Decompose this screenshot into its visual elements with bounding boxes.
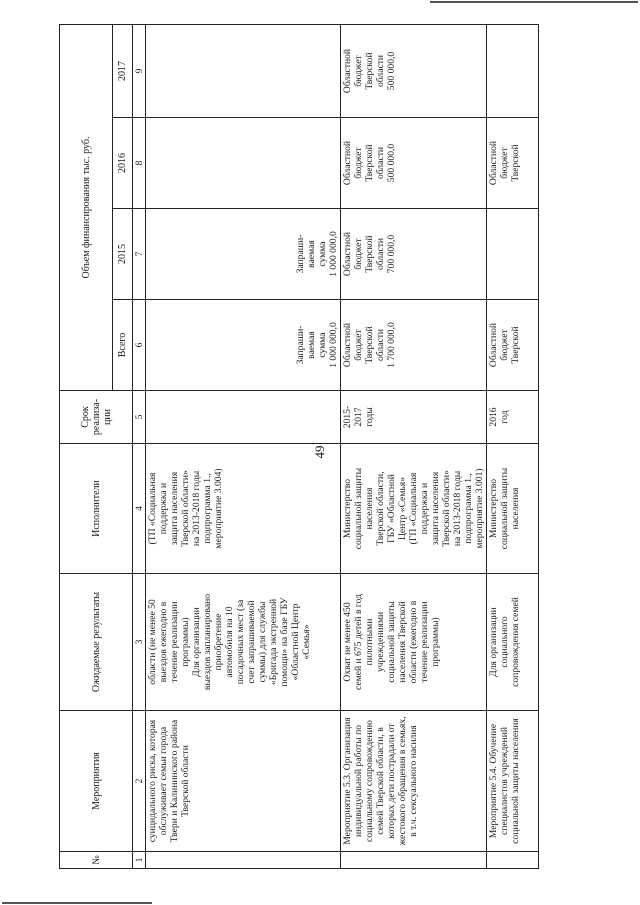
funding-2017-cell: Областной бюджет Тверской области 500 000,0 (341, 24, 487, 117)
header-row-1 (60, 24, 113, 868)
column-number: 9 (133, 24, 146, 117)
column-number: 2 (133, 711, 146, 852)
funding-2016-cell (146, 118, 341, 209)
page-number-text: 49 (312, 445, 327, 459)
row-num (341, 852, 487, 869)
period-cell: 2015- 2017 годы (341, 391, 487, 444)
rotated-table-area (59, 25, 579, 869)
row-num (487, 852, 539, 869)
funding-2016-cell: Областной бюджет Тверской области 500 000,0 (341, 118, 487, 209)
executors-cell: (ТП «Социальная поддержка и защита населения Тверской области» на 2013-2018 годы подпрограмма 1., мероприятие 3.004) (146, 444, 341, 574)
funding-2015-cell: Запраши- ваемая сумма 1 000 000,0 (146, 209, 341, 300)
results-cell: Для организации социального сопровождения семей (487, 574, 539, 711)
funding-2016-cell: Областной бюджет Тверской (487, 118, 539, 209)
header-period: Срок реализа- ции (60, 391, 133, 444)
activity-cell: суицидального риска, которая обслуживает семьи города Твери и Калининского района Тверской области (146, 711, 341, 852)
funding-2017-cell (146, 24, 341, 117)
activity-cell: Мероприятие 5.3. Организация индивидуальной работы по социальному сопровождению семей Тверской области, в которых дети пострадали от жестокого обращения в семьях, в т.ч. сексуального насилия (341, 711, 487, 852)
header-activity: Мероприятия (60, 711, 133, 852)
funding-2015-cell: Областной бюджет Тверской области 700 000,0 (341, 209, 487, 300)
column-number: 8 (133, 118, 146, 209)
header-2015: 2015 (113, 209, 133, 300)
scan-edge-line (430, 1, 638, 3)
column-number: 5 (133, 391, 146, 444)
table-row (146, 24, 341, 868)
funding-2017-cell (487, 24, 539, 117)
total-cell: Запраши- ваемая сумма 1 000 000,0 (146, 300, 341, 391)
results-cell: Охват не менее 450 семей и 675 детей в год пилотными учреждениями социальной защиты населения Тверской области (ежегодно в течение реализации программы) (341, 574, 487, 711)
header-total: Всего (113, 300, 133, 391)
funding-2015-cell (487, 209, 539, 300)
executors-cell: Министерство социальной защиты населения Тверской области, ГБУ «Областной Центр «Семья» (ГП «Социальная поддержка и защита населения Тверской области» на 2013-2018 годы подпрограмма 1., мероприятие 3.001) (341, 444, 487, 574)
column-number: 3 (133, 574, 146, 711)
column-number-row (133, 24, 146, 868)
column-number: 7 (133, 209, 146, 300)
row-num (146, 852, 341, 869)
header-funding: Объем финансирования тыс. руб. (60, 24, 113, 390)
activity-cell: Мероприятие 5.4. Обучение специалистов учреждений социальной защиты населения (487, 711, 539, 852)
column-number: 1 (133, 852, 146, 869)
executors-cell: Министерство социальной защиты населения (487, 444, 539, 574)
header-2016: 2016 (113, 118, 133, 209)
funding-table (59, 24, 539, 869)
header-2017: 2017 (113, 24, 133, 117)
results-cell: области (не менее 50 выездов ежегодно в течение реализации программы) Для организации выездов запланировано приобретение автомобиля на 10 посадочных мест (за счет запрашиваемой суммы) для службы «Бригада экстренной помощи» на базе ГБУ «Областной Центр «Семья» (146, 574, 341, 711)
period-cell: 2016 год (487, 391, 539, 444)
table-row (487, 24, 539, 868)
column-number: 4 (133, 444, 146, 574)
period-cell (146, 391, 341, 444)
scan-edge-line (2, 902, 152, 904)
table-row (341, 24, 487, 868)
column-number: 6 (133, 300, 146, 391)
header-num: № (60, 852, 133, 869)
total-cell: Областной бюджет Тверской области 1 700 000,0 (341, 300, 487, 391)
header-executors: Исполнители (60, 444, 133, 574)
total-cell: Областной бюджет Тверской (487, 300, 539, 391)
header-results: Ожидаемые результаты (60, 574, 133, 711)
